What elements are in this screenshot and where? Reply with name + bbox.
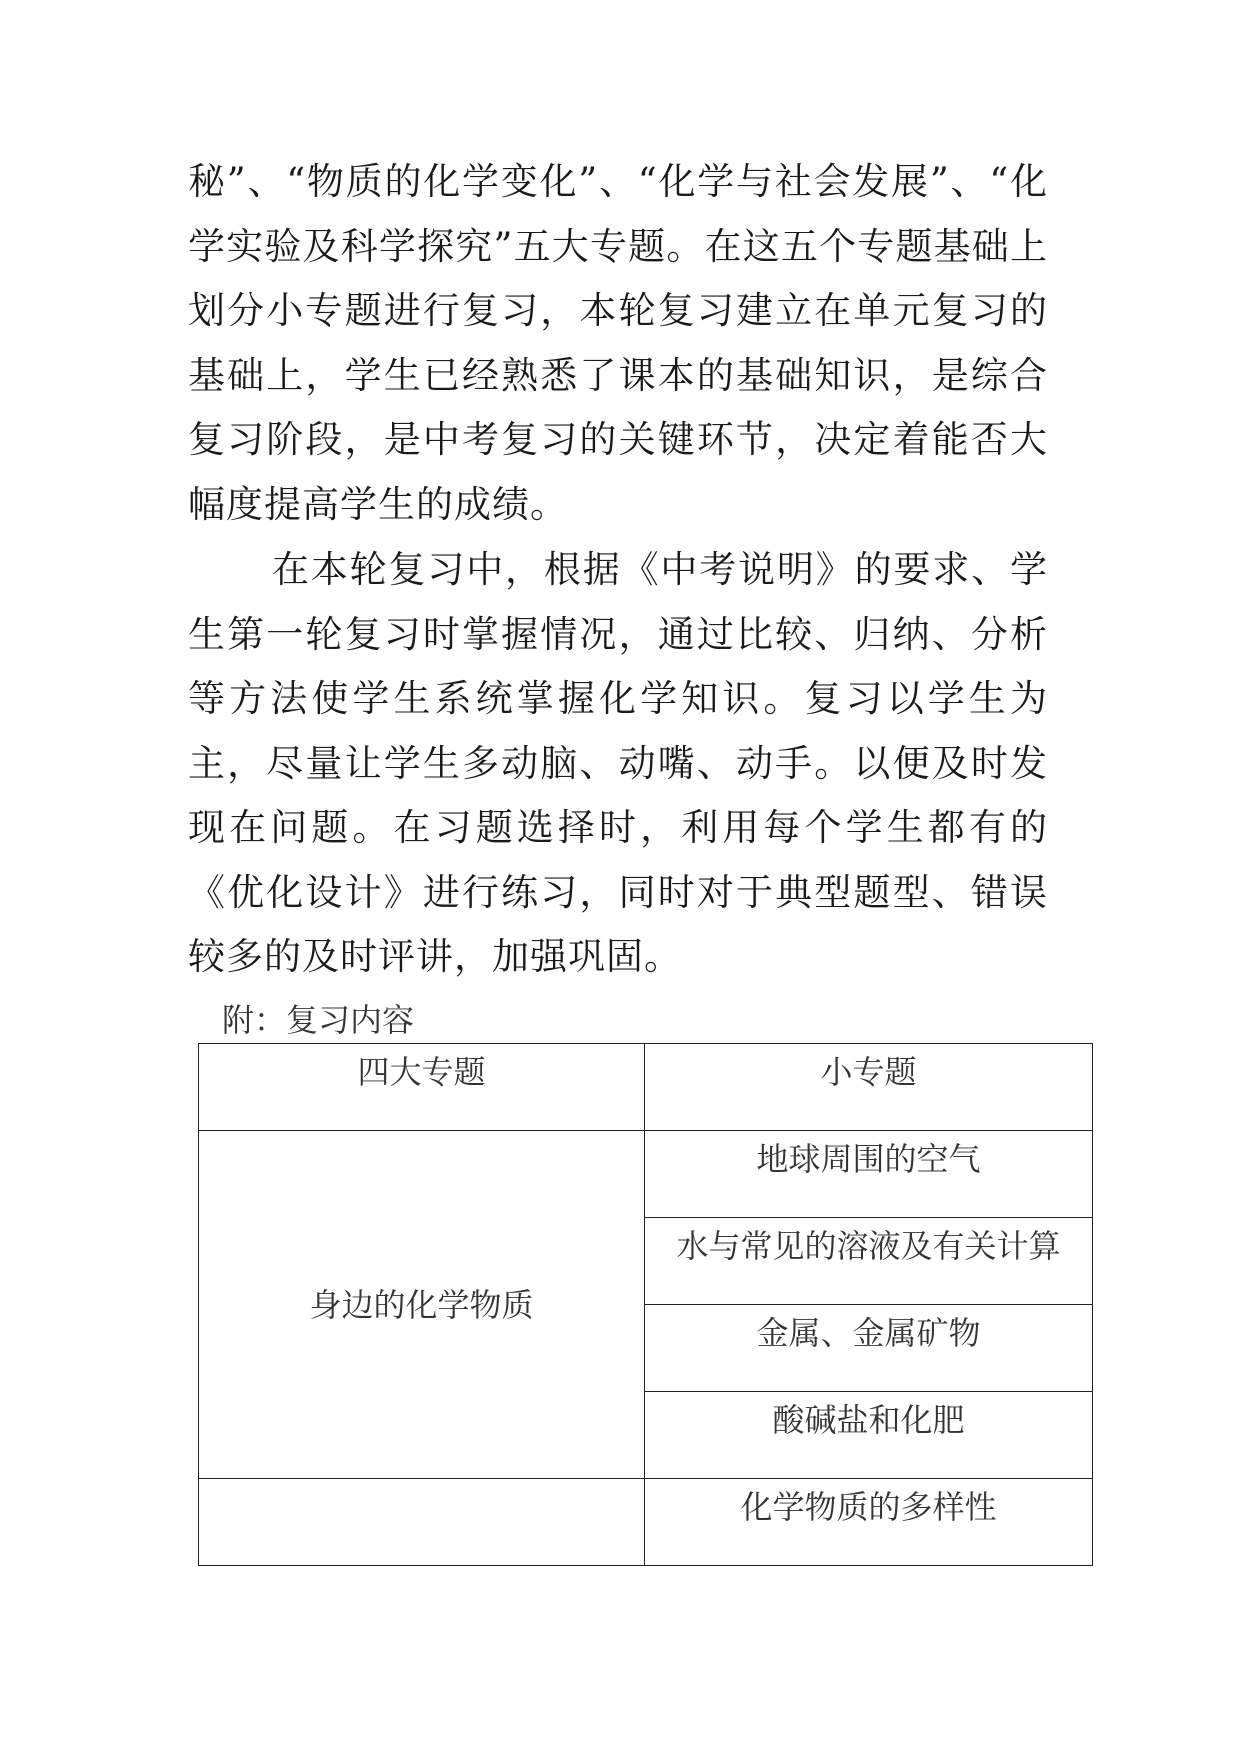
header-text-major-topics: 四大专题: [357, 1053, 486, 1091]
subtopic-text: 化学物质的多样性: [740, 1488, 997, 1526]
subtopic-text: 地球周围的空气: [756, 1140, 981, 1178]
subtopic-cell: [645, 1305, 1093, 1392]
subtopic-cell: [645, 1218, 1093, 1305]
table-row: [199, 1479, 1093, 1566]
table-header-row: [199, 1044, 1093, 1131]
body-paragraph-2: 在本轮复习中，根据《中考说明》的要求、学生第一轮复习时掌握情况，通过比较、归纳、分析等方法使学生系统掌握化学知识。复习以学生为主，尽量让学生多动脑、动嘴、动手。以便及时发现在问题。在习题选择时，利用每个学生都有的《优化设计》进行练习，同时对于典型题型、错误较多的及时评讲，加强巩固。: [188, 548, 1048, 978]
body-paragraph-1: 秘”、“物质的化学变化”、“化学与社会发展”、“化学实验及科学探究”五大专题。在这五个专题基础上划分小专题进行复习，本轮复习建立在单元复习的基础上，学生已经熟悉了课本的基础知识，是综合复习阶段，是中考复习的关键环节，决定着能否大幅度提高学生的成绩。: [188, 160, 1048, 526]
subtopic-cell: [645, 1392, 1093, 1479]
appendix-label: 附：复习内容: [222, 1001, 415, 1039]
topic-cell: [199, 1131, 645, 1479]
topic-cell: [199, 1479, 645, 1566]
subtopic-text: 金属、金属矿物: [756, 1314, 981, 1352]
review-content-table: [198, 1043, 1093, 1566]
subtopic-text: 酸碱盐和化肥: [772, 1401, 965, 1439]
subtopic-text: 水与常见的溶液及有关计算: [676, 1227, 1061, 1265]
table-row: [199, 1131, 1093, 1218]
header-text-subtopics: 小专题: [820, 1053, 917, 1091]
header-cell-subtopics: [645, 1044, 1093, 1131]
topic-text: 身边的化学物质: [309, 1285, 534, 1324]
subtopic-cell: [645, 1131, 1093, 1218]
header-cell-major-topics: [199, 1044, 645, 1131]
subtopic-cell: [645, 1479, 1093, 1566]
